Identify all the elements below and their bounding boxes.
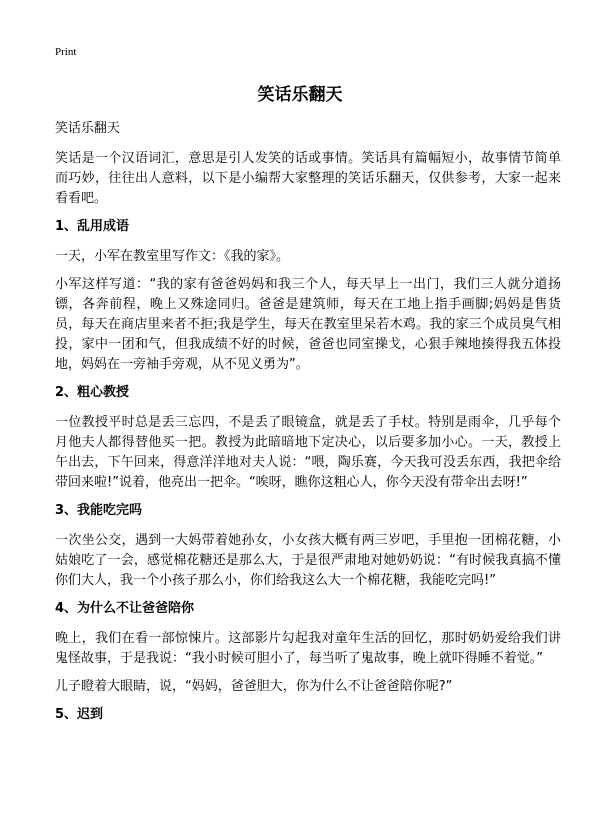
section-paragraph: 一次坐公交，遇到一大妈带着她孙女，小女孩大概有两三岁吧，手里抱一团棉花糖，小姑娘吃了一会，感觉棉花糖还是那么大，于是很严肃地对她奶奶说：“有时候我真搞不懂你们大人，我一个小孩子那么小，你们给我这么大一个棉花糖，我能吃完吗!” [55,533,561,588]
article-body [55,119,561,735]
page-title: 笑话乐翻天 [257,85,343,105]
intro-paragraph: 笑话是一个汉语词汇，意思是引人发笑的话或事情。笑话具有篇幅短小，故事情节简单而巧妙，往往出人意料，以下是小编帮大家整理的笑话乐翻天，仅供参考，大家一起来看看吧。 [55,151,561,206]
section-paragraph: 小军这样写道：“我的家有爸爸妈妈和我三个人，每天早上一出门，我们三人就分道扬镖，各奔前程，晚上又殊途同归。爸爸是建筑师，每天在工地上指手画脚;妈妈是售货员，每天在商店里来者不拒;我是学生，每天在教室里呆若木鸡。我的家三个成员臭气相投，家中一团和气，但我成绩不好的时候，爸爸也同室操戈，心狠手辣地揍得我五体投地，妈妈在一旁袖手旁观，从不见义勇为”。 [55,277,561,372]
section-paragraph: 晚上，我们在看一部惊悚片。这部影片勾起我对童年生活的回忆，那时奶奶爱给我们讲鬼怪故事，于是我说：“我小时候可胆小了，每当听了鬼故事，晚上就吓得睡不着觉。” [55,631,561,666]
section-paragraph: 儿子瞪着大眼睛，说，“妈妈，爸爸胆大，你为什么不让爸爸陪你呢?” [55,679,453,694]
section-heading: 3、我能吃完吗 [55,503,143,518]
section-heading: 2、粗心教授 [55,385,130,400]
section-heading: 4、为什么不让爸爸陪你 [55,601,195,616]
article-subtitle: 笑话乐翻天 [55,121,121,136]
print-link[interactable]: Print [55,46,77,58]
section-paragraph: 一位教授平时总是丢三忘四，不是丢了眼镜盒，就是丢了手杖。特别是雨伞，几乎每个月他夫人都得替他买一把。教授为此暗暗地下定决心，以后要多加小心。一天，教授上午出去，下午回来，得意洋洋地对夫人说：“喂，陶乐赛，今天我可没丢东西，我把伞给带回来啦!”说着，他亮出一把伞。“唉呀，瞧你这粗心人，你今天没有带伞出去呀!” [55,415,561,490]
section-heading: 5、迟到 [55,707,104,722]
section-paragraph: 一天，小军在教室里写作文：《我的家》。 [55,249,290,264]
section-heading: 1、乱用成语 [55,219,130,234]
